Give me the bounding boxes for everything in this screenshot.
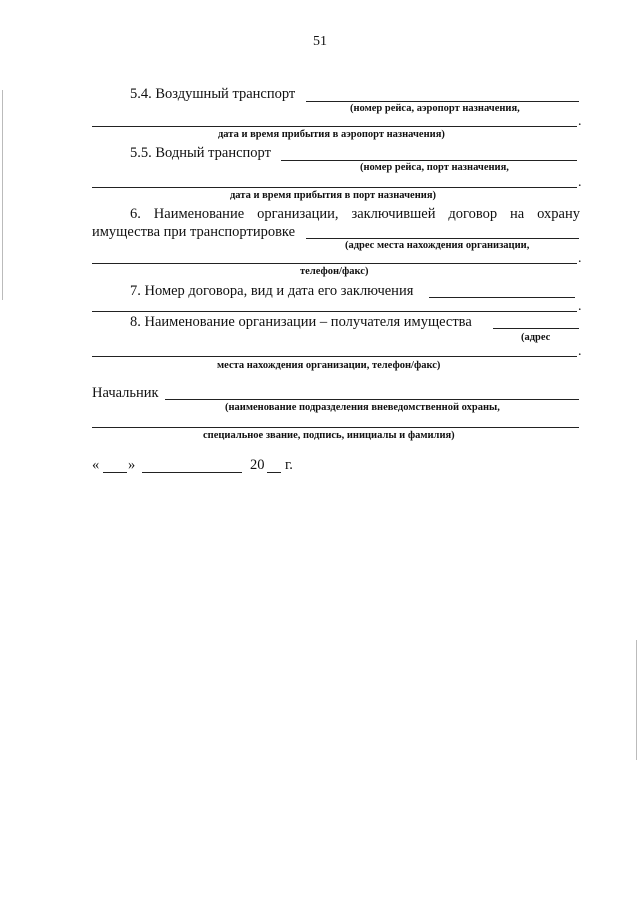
- air-transport-field[interactable]: [306, 101, 579, 102]
- guard-org-label-line-1: 6. Наименование организации, заключившей договор на охрану: [130, 206, 580, 222]
- date-year-suffix: г.: [285, 457, 293, 473]
- air-transport-hint-2: дата и время прибытия в аэропорт назначения): [218, 129, 445, 140]
- chief-field-2[interactable]: [92, 427, 579, 428]
- guard-org-hint-2: телефон/факс): [300, 266, 369, 277]
- contract-field[interactable]: [429, 297, 575, 298]
- scan-edge-right: [636, 640, 637, 760]
- guard-org-field-2[interactable]: [92, 263, 577, 264]
- page-number: 51: [313, 34, 327, 49]
- date-open-quote: «: [92, 457, 100, 473]
- guard-org-hint-1: (адрес места нахождения организации,: [345, 240, 530, 251]
- date-year-prefix: 20: [250, 457, 265, 473]
- contract-period: .: [578, 299, 582, 314]
- date-close-quote: »: [128, 457, 136, 473]
- date-year-field[interactable]: [267, 472, 281, 473]
- chief-hint-1: (наименование подразделения вневедомственной охраны,: [225, 402, 500, 413]
- recipient-field[interactable]: [493, 328, 579, 329]
- water-transport-hint-2: дата и время прибытия в порт назначения): [230, 190, 436, 201]
- air-transport-field-2[interactable]: [92, 126, 577, 127]
- contract-field-2[interactable]: [92, 311, 577, 312]
- recipient-period: .: [578, 344, 582, 359]
- date-month-field[interactable]: [142, 472, 242, 473]
- water-transport-label: 5.5. Водный транспорт: [130, 145, 271, 161]
- water-transport-hint-1: (номер рейса, порт назначения,: [360, 162, 509, 173]
- recipient-label: 8. Наименование организации – получателя имущества: [130, 314, 472, 330]
- contract-label: 7. Номер договора, вид и дата его заключения: [130, 283, 414, 299]
- guard-org-label-line-2: имущества при транспортировке: [92, 224, 296, 240]
- air-transport-period: .: [578, 114, 582, 129]
- recipient-field-2[interactable]: [92, 356, 577, 357]
- water-transport-period: .: [578, 175, 582, 190]
- water-transport-field[interactable]: [281, 160, 577, 161]
- water-transport-field-2[interactable]: [92, 187, 577, 188]
- guard-org-field[interactable]: [306, 238, 579, 239]
- recipient-hint-1: (адрес: [521, 332, 551, 343]
- scan-edge-left: [2, 90, 3, 300]
- chief-hint-2: специальное звание, подпись, инициалы и фамилия): [203, 430, 455, 441]
- date-day-field[interactable]: [103, 472, 127, 473]
- air-transport-hint-1: (номер рейса, аэропорт назначения,: [350, 103, 520, 114]
- air-transport-label: 5.4. Воздушный транспорт: [130, 86, 296, 102]
- chief-label: Начальник: [92, 385, 159, 401]
- guard-org-period: .: [578, 251, 582, 266]
- recipient-hint-2: места нахождения организации, телефон/факс): [217, 360, 441, 371]
- chief-field[interactable]: [165, 399, 579, 400]
